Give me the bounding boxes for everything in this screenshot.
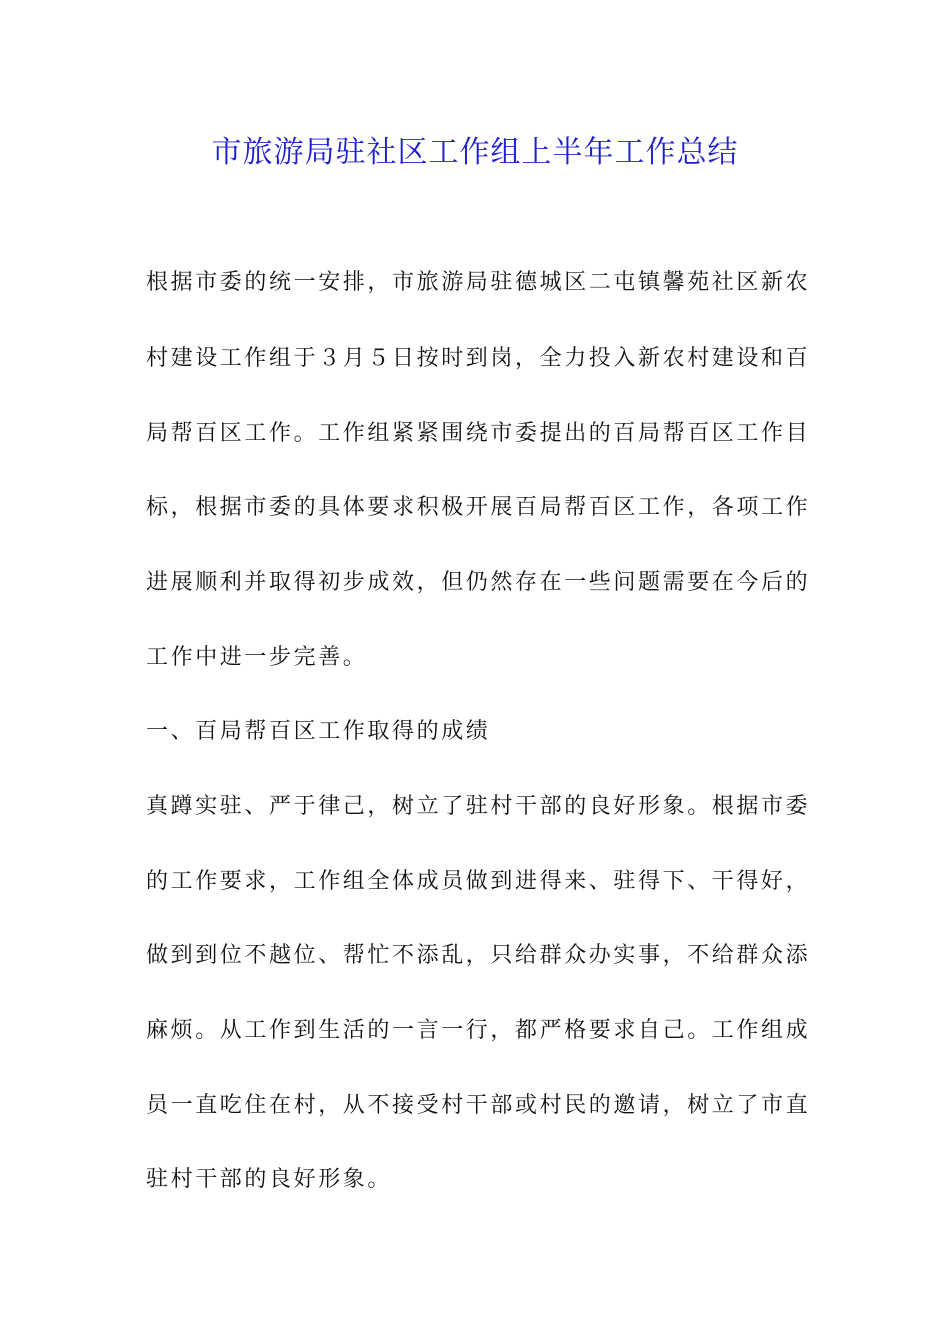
document-title: 市旅游局驻社区工作组上半年工作总结 [211,135,739,170]
paragraph-1-line-2: 村建设工作组于３月５日按时到岗，全力投入新农村建设和百 [146,346,811,371]
section-heading-1: 一、百局帮百区工作取得的成绩 [146,719,491,744]
paragraph-2-line-4: 麻烦。从工作到生活的一言一行，都严格要求自己。工作组成 [146,1018,811,1043]
paragraph-1-line-5: 进展顺利并取得初步成效，但仍然存在一些问题需要在今后的 [146,570,811,595]
paragraph-2-line-3: 做到到位不越位、帮忙不添乱，只给群众办实事，不给群众添 [146,943,811,968]
paragraph-1-line-1: 根据市委的统一安排，市旅游局驻德城区二屯镇馨苑社区新农 [146,270,811,295]
paragraph-1-line-3: 局帮百区工作。工作组紧紧围绕市委提出的百局帮百区工作目 [146,421,811,446]
paragraph-2-line-5: 员一直吃住在村，从不接受村干部或村民的邀请，树立了市直 [146,1093,811,1118]
paragraph-2-line-1: 真蹲实驻、严于律己，树立了驻村干部的良好形象。根据市委 [146,794,811,819]
paragraph-1-line-4: 标，根据市委的具体要求积极开展百局帮百区工作，各项工作 [146,495,811,520]
paragraph-2-line-6: 驻村干部的良好形象。 [146,1167,393,1192]
paragraph-1-line-6: 工作中进一步完善。 [146,645,368,670]
paragraph-2-line-2: 的工作要求，工作组全体成员做到进得来、驻得下、干得好， [146,869,811,894]
